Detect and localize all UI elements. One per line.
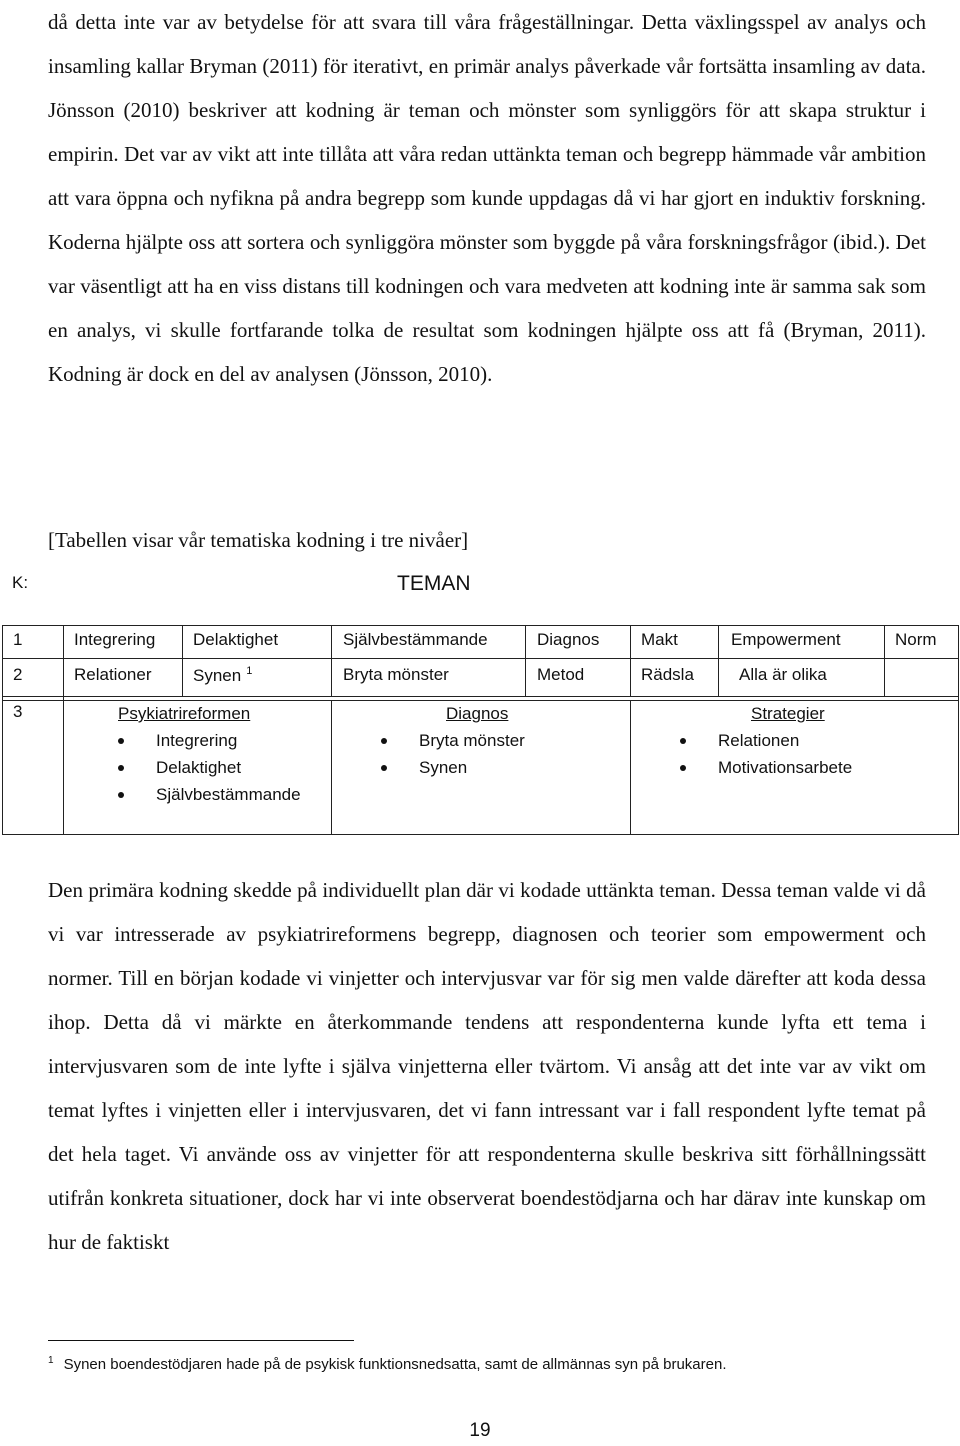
table-caption: [Tabellen visar vår tematiska kodning i tre nivåer] bbox=[48, 528, 469, 552]
row1-cell: Empowerment bbox=[731, 630, 841, 649]
row2-cell: Rädsla bbox=[641, 665, 694, 684]
row2-cell: Metod bbox=[537, 665, 585, 684]
row1-cell: Norm bbox=[895, 630, 937, 649]
footnote-separator bbox=[48, 1340, 354, 1341]
row2-cell: Relationer bbox=[74, 665, 152, 684]
theme-group-heading: Psykiatrireformen bbox=[118, 704, 251, 723]
k-label: K: bbox=[12, 573, 29, 592]
list-item: Självbestämmande bbox=[118, 781, 301, 808]
list-item: Integrering bbox=[118, 727, 301, 754]
body-paragraph-2: Den primära kodning skedde på individuellt plan där vi kodade uttänkta teman. Dessa teman valde vi då vi var intresserade av psykiatrireformens begrepp, diagnosen och teorier som empowerment och normer. Till en början kodade vi vinjetter och intervjusvar var för sig men valde därefter att koda dessa ihop. Detta då vi märkte en återkommande tendens att respondenterna kunde lyfta ett tema i intervjusvaren som de inte lyfte i själva vinjetterna eller tvärtom. Vi ansåg att det inte var av vikt om temat lyftes i vinjetten eller i intervjusvaren, det vi fann intressant var i fall respondent lyfte temat på det hela taget. Vi använde oss av vinjetter för att respondenterna skulle beskriva sitt förhållningssätt utifrån konkreta situationer, dock har vi inte observerat boendestödjarna och har därav inte kunskap om hur de faktiskt bbox=[48, 878, 926, 1254]
row2-cell: Bryta mönster bbox=[343, 665, 449, 684]
page-number: 19 bbox=[469, 1420, 491, 1441]
row1-cell: Självbestämmande bbox=[343, 630, 488, 649]
theme-group-diagnos bbox=[381, 700, 525, 781]
list-item: Synen bbox=[381, 754, 525, 781]
body-paragraph-1: då detta inte var av betydelse för att svara till våra frågeställningar. Detta växlingsspel av analys och insamling kallar Bryman (2011) för iterativt, en primär analys påverkade vår fortsätta insamling av data. Jönsson (2010) beskriver att kodning är teman och mönster som synliggörs för att skapa struktur i empirin. Det var av vikt att inte tillåta att våra redan uttänkta teman och begrepp hämmade vår ambition att vara öppna och nyfikna på andra begrepp som kunde uppdagas då vi har gjort en induktiv forskning. Koderna hjälpte oss att sortera och synliggöra mönster som byggde på våra forskningsfrågor (ibid.). Det var väsentligt att ha en viss distans till kodningen och vara medveten att kodning inte är samma sak som en analys, vi skulle fortfarande tolka de resultat som kodningen hjälpte oss att få (Bryman, 2011). Kodning är dock en del av analysen (Jönsson, 2010). bbox=[48, 10, 926, 386]
list-item: Motivationsarbete bbox=[680, 754, 852, 781]
list-item: Bryta mönster bbox=[381, 727, 525, 754]
row1-cell: Delaktighet bbox=[193, 630, 279, 649]
row1-cell: Integrering bbox=[74, 630, 156, 649]
list-item: Delaktighet bbox=[118, 754, 301, 781]
row2-level: 2 bbox=[13, 665, 23, 684]
row1-level: 1 bbox=[13, 630, 23, 649]
row2-cell: Alla är olika bbox=[739, 665, 827, 684]
footnote-ref: 1 bbox=[246, 665, 253, 677]
footnote-number: 1 bbox=[48, 1355, 54, 1366]
table-header-teman: TEMAN bbox=[397, 572, 471, 595]
footnote bbox=[48, 1350, 727, 1376]
theme-group-heading: Strategier bbox=[751, 704, 825, 723]
row2-cell-synen: Synen $^1$ bbox=[193, 665, 253, 685]
theme-group-heading: Diagnos bbox=[446, 704, 509, 723]
theme-group-strategier bbox=[680, 700, 852, 781]
row1-cell: Makt bbox=[641, 630, 678, 649]
theme-group-psykiatrireformen bbox=[118, 700, 301, 808]
row3-level: 3 bbox=[13, 702, 23, 721]
footnote-text: Synen boendestödjaren hade på de psykisk funktionsnedsatta, samt de allmännas syn på brukaren. bbox=[63, 1356, 727, 1373]
row1-cell: Diagnos bbox=[537, 630, 600, 649]
list-item: Relationen bbox=[680, 727, 852, 754]
